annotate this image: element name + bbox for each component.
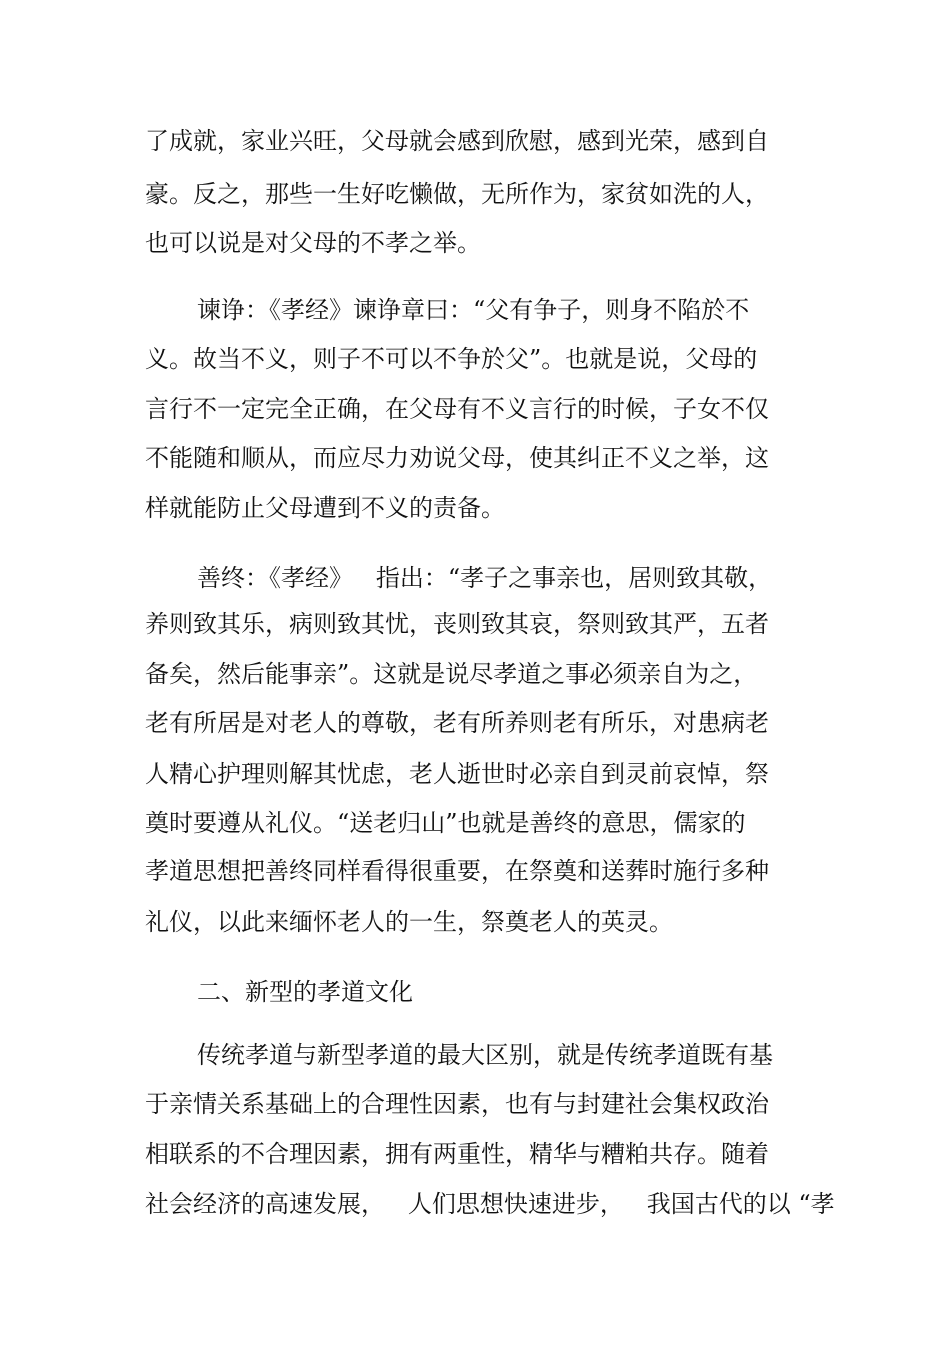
section-heading: 二、新型的孝道文化 bbox=[197, 978, 413, 1006]
text-line: 于亲情关系基础上的合理性因素，也有与封建社会集权政治 bbox=[145, 1090, 769, 1118]
text-line: 奠时要遵从礼仪。“送老归山”也就是善终的意思，儒家的 bbox=[145, 809, 746, 837]
text-line: 不能随和顺从，而应尽力劝说父母，使其纠正不义之举，这 bbox=[145, 444, 769, 472]
text-line: 言行不一定完全正确，在父母有不义言行的时候，子女不仅 bbox=[145, 395, 769, 423]
text-line: 社会经济的高速发展， 人们思想快速进步， 我国古代的以 “孝 bbox=[145, 1190, 835, 1218]
text-line: 备矣，然后能事亲”。这就是说尽孝道之事必须亲自为之， bbox=[145, 660, 758, 688]
text-line: 样就能防止父母遭到不义的责备。 bbox=[145, 494, 505, 522]
text-line: 孝道思想把善终同样看得很重要，在祭奠和送葬时施行多种 bbox=[145, 857, 769, 885]
text-line: 养则致其乐，病则致其忧，丧则致其哀，祭则致其严，五者 bbox=[145, 610, 769, 638]
text-line: 了成就，家业兴旺，父母就会感到欣慰，感到光荣，感到自 bbox=[145, 127, 769, 155]
text-line: 也可以说是对父母的不孝之举。 bbox=[145, 229, 481, 257]
text-line: 人精心护理则解其忧虑，老人逝世时必亲自到灵前哀悼，祭 bbox=[145, 760, 769, 788]
text-line: 礼仪，以此来缅怀老人的一生，祭奠老人的英灵。 bbox=[145, 908, 673, 936]
paragraph-first-line: 传统孝道与新型孝道的最大区别，就是传统孝道既有基 bbox=[197, 1041, 773, 1069]
paragraph-first-line: 善终：《孝经》 指出：“孝子之事亲也，居则致其敬， bbox=[197, 564, 773, 592]
text-line: 豪。反之，那些一生好吃懒做，无所作为，家贫如洗的人， bbox=[145, 180, 769, 208]
text-line: 相联系的不合理因素，拥有两重性，精华与糟粕共存。随着 bbox=[145, 1140, 769, 1168]
paragraph-first-line: 谏诤：《孝经》谏诤章曰：“父有争子，则身不陷於不 bbox=[197, 296, 750, 324]
text-line: 老有所居是对老人的尊敬，老有所养则老有所乐，对患病老 bbox=[145, 709, 769, 737]
text-line: 义。故当不义，则子不可以不争於父”。也就是说，父母的 bbox=[145, 345, 758, 373]
